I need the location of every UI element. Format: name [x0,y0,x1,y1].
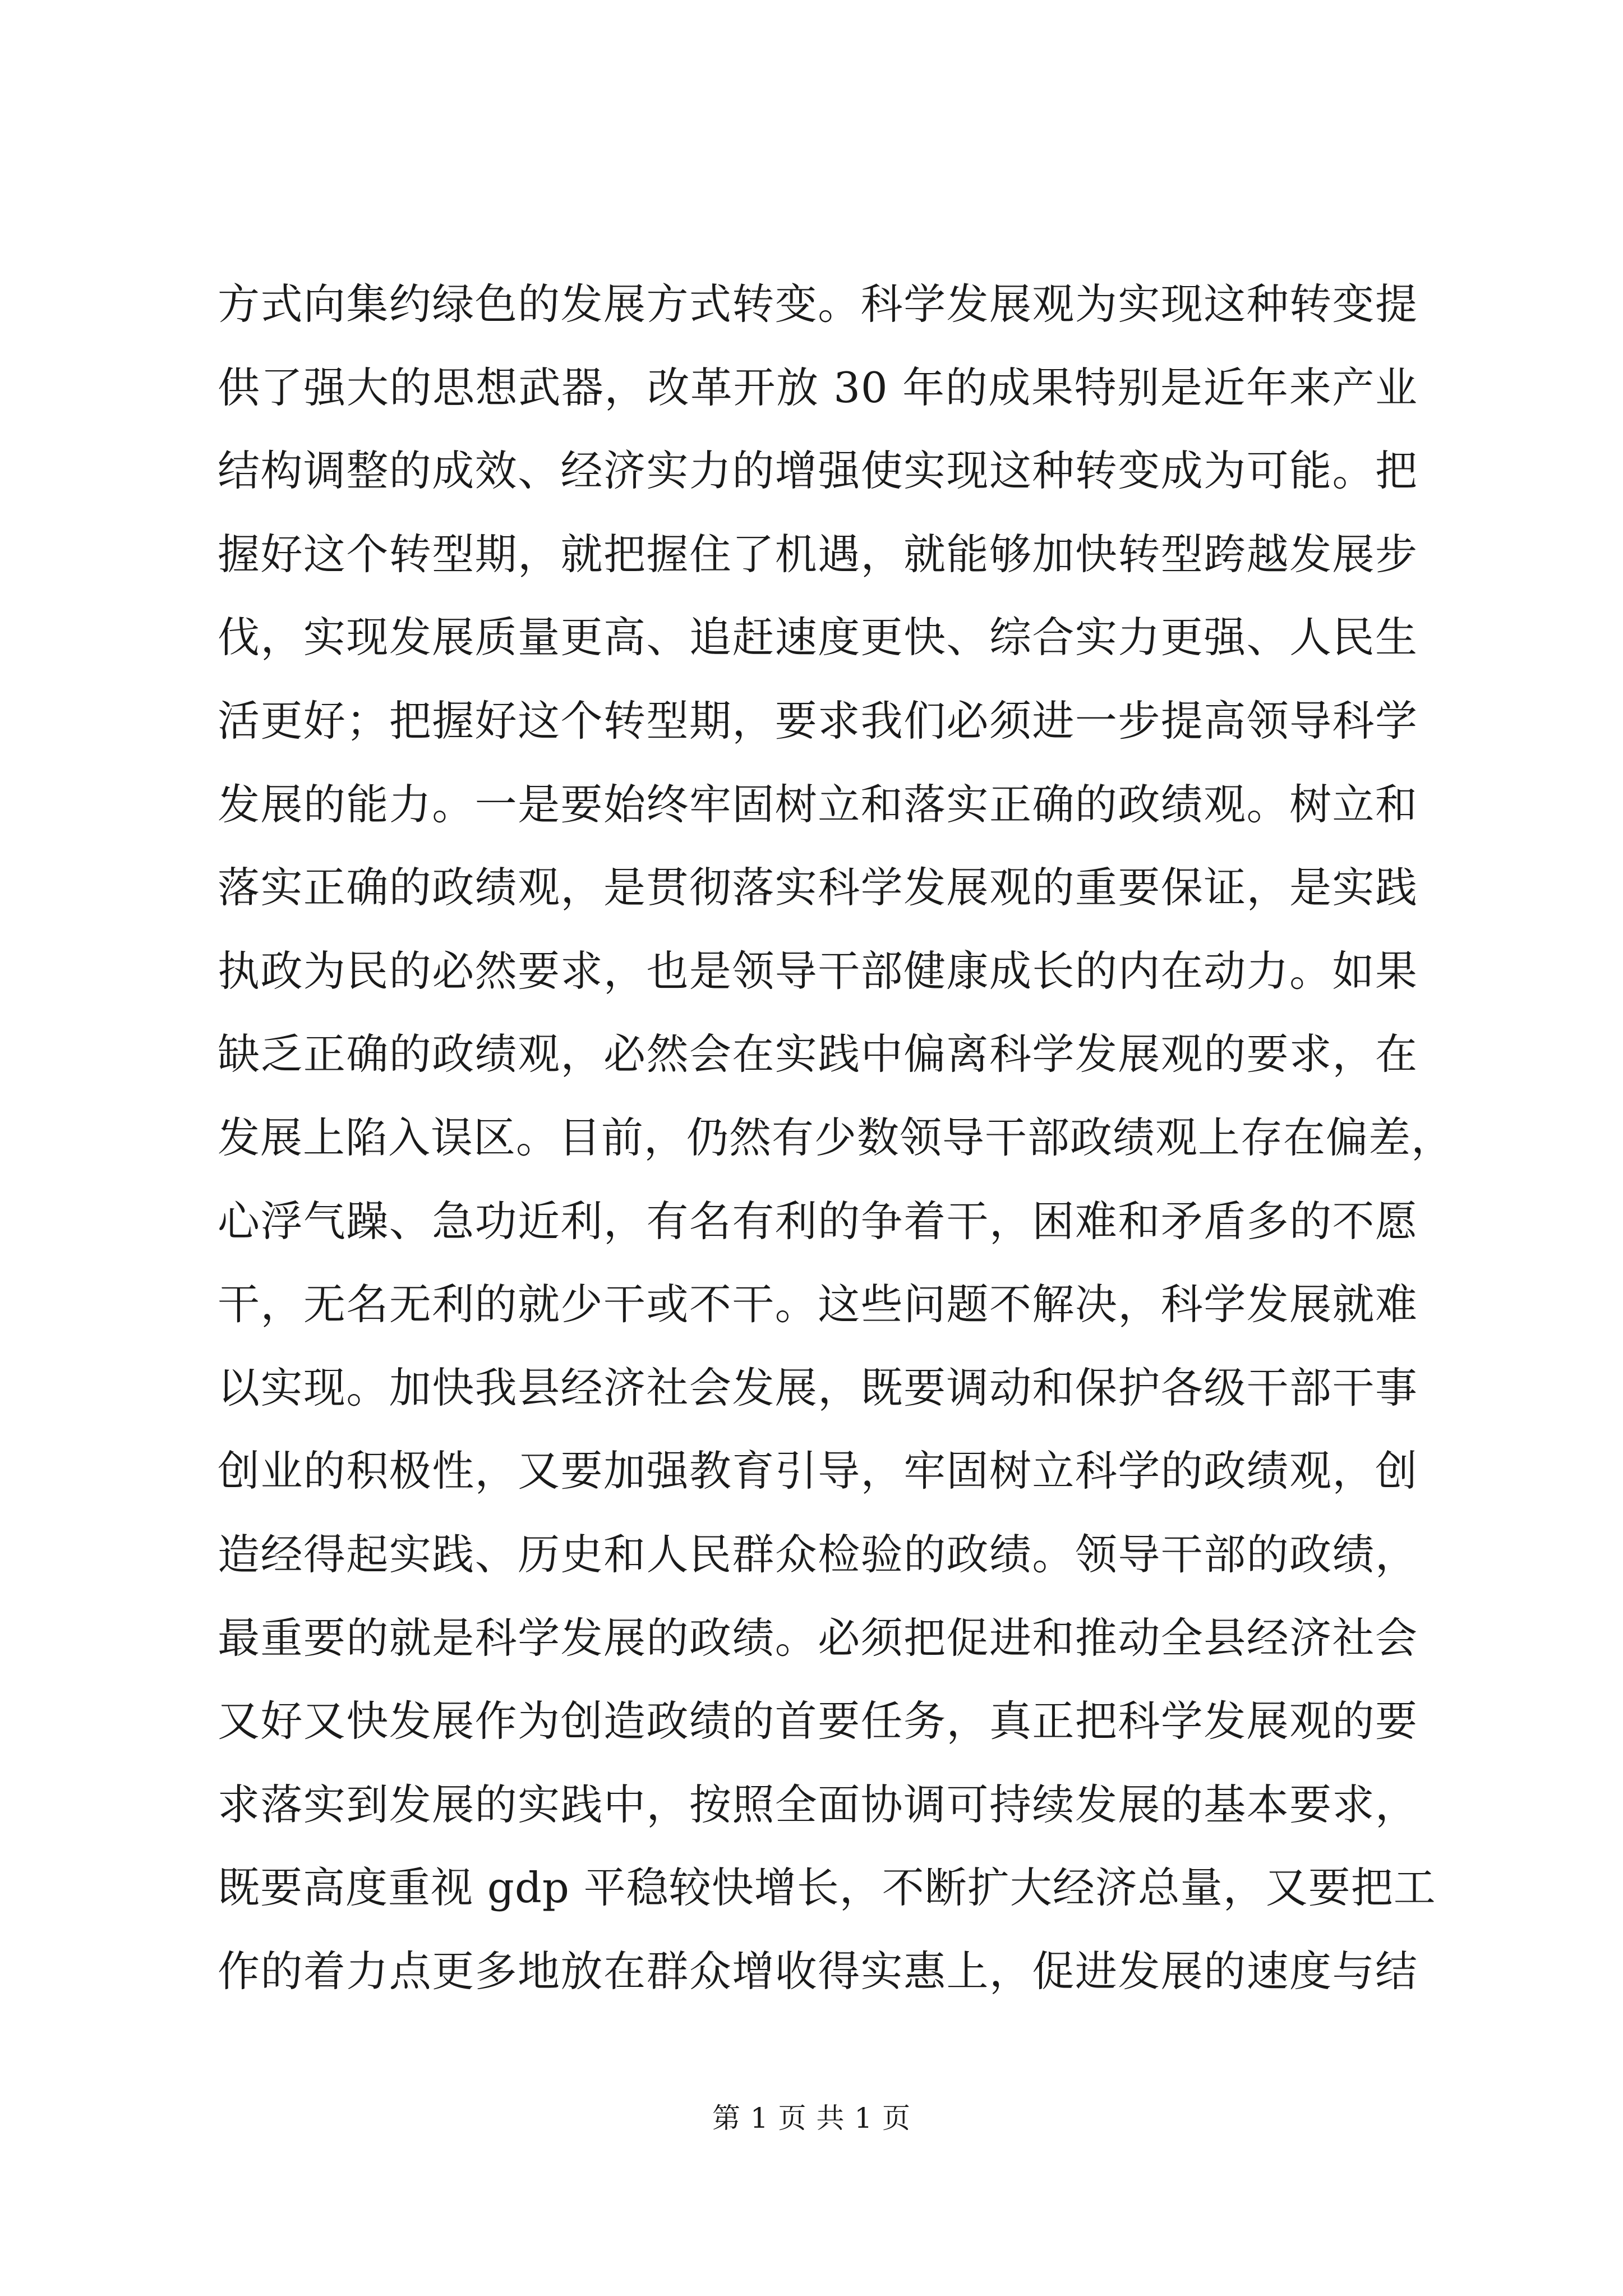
text-line: 心浮气躁、急功近利，有名有利的争着干，困难和矛盾多的不愿 [218,1196,1418,1246]
page-number-footer: 第 1 页 共 1 页 [712,2102,911,2134]
text-line: 造经得起实践、历史和人民群众检验的政绩。领导干部的政绩， [218,1529,1418,1579]
text-line: 以实现。加快我县经济社会发展，既要调动和保护各级干部干事 [218,1363,1418,1412]
text-line: 创业的积极性，又要加强教育引导，牢固树立科学的政绩观，创 [218,1446,1418,1496]
text-line: 方式向集约绿色的发展方式转变。科学发展观为实现这种转变提 [218,279,1418,329]
body-text [218,263,1454,2013]
text-line: 发展的能力。一是要始终牢固树立和落实正确的政绩观。树立和 [218,779,1418,829]
text-line: 干，无名无利的就少干或不干。这些问题不解决，科学发展就难 [218,1280,1418,1329]
text-line: 发展上陷入误区。目前，仍然有少数领导干部政绩观上存在偏差， [218,1112,1454,1162]
text-line: 既要高度重视 gdp 平稳较快增长，不断扩大经济总量，又要把工 [218,1863,1436,1913]
text-line: 握好这个转型期，就把握住了机遇，就能够加快转型跨越发展步 [218,529,1418,579]
text-line: 落实正确的政绩观，是贯彻落实科学发展观的重要保证，是实践 [218,863,1418,913]
text-line: 最重要的就是科学发展的政绩。必须把促进和推动全县经济社会 [218,1613,1418,1663]
text-line: 活更好；把握好这个转型期，要求我们必须进一步提高领导科学 [218,696,1418,746]
text-line: 缺乏正确的政绩观，必然会在实践中偏离科学发展观的要求，在 [218,1029,1418,1079]
text-line: 作的着力点更多地放在群众增收得实惠上，促进发展的速度与结 [218,1946,1418,1996]
text-line: 求落实到发展的实践中，按照全面协调可持续发展的基本要求， [218,1779,1418,1829]
text-line: 结构调整的成效、经济实力的增强使实现这种转变成为可能。把 [218,446,1418,496]
text-line: 执政为民的必然要求，也是领导干部健康成长的内在动力。如果 [218,946,1418,996]
text-line: 伐，实现发展质量更高、追赶速度更快、综合实力更强、人民生 [218,613,1418,662]
text-line: 又好又快发展作为创造政绩的首要任务，真正把科学发展观的要 [218,1696,1418,1746]
text-line: 供了强大的思想武器，改革开放 30 年的成果特别是近年来产业 [218,362,1418,412]
